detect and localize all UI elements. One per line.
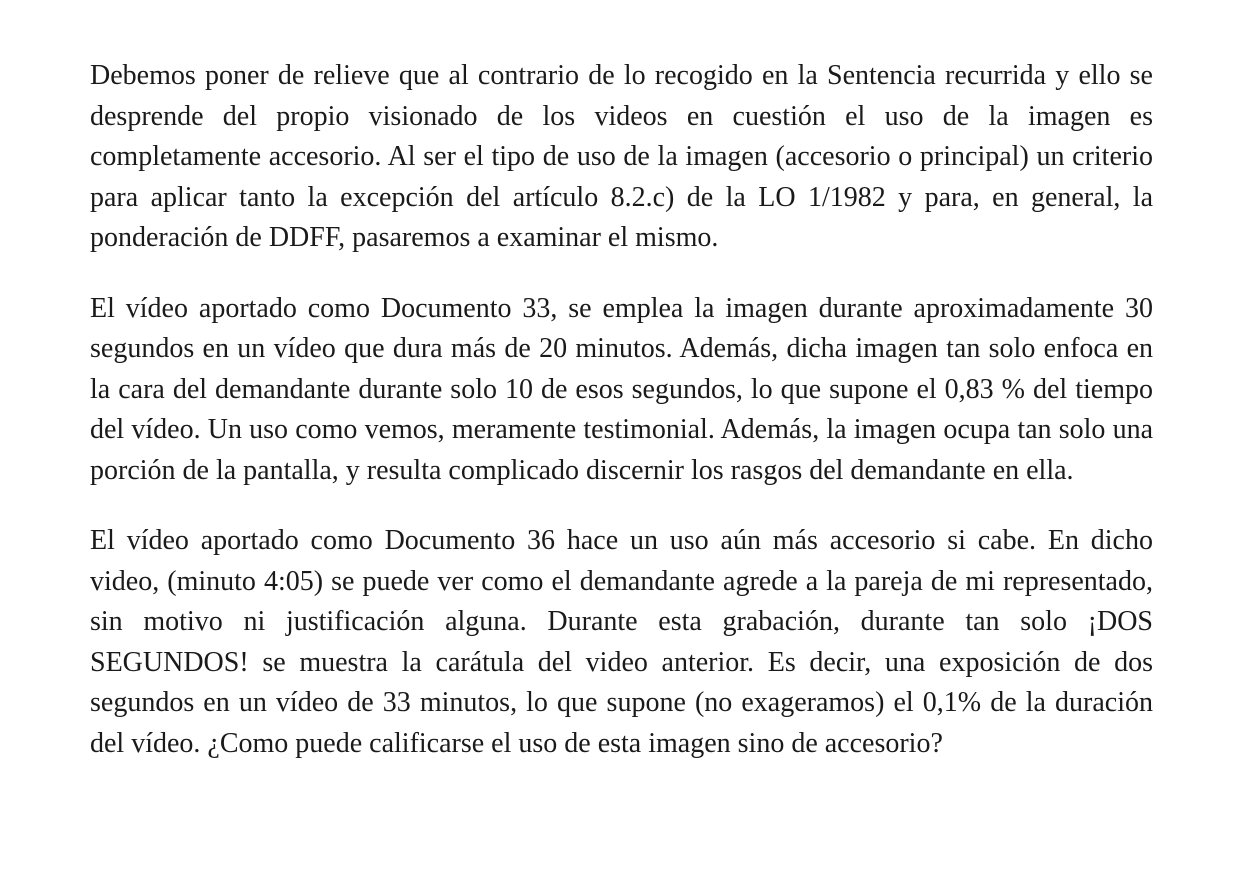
paragraph-1: Debemos poner de relieve que al contrario de lo recogido en la Sentencia recurrida y ello se desprende del propio visionado de los videos en cuestión el uso de la imagen es completamente accesorio. Al ser el tipo de uso de la imagen (accesorio o principal) un criterio para aplicar tanto la excepción del artículo 8.2.c) de la LO 1/1982 y para, en general, la ponderación de DDFF, pasaremos a examinar el mismo. xyxy=(90,60,1153,253)
paragraph-2: El vídeo aportado como Documento 33, se emplea la imagen durante aproximadamente 30 segundos en un vídeo que dura más de 20 minutos. Además, dicha imagen tan solo enfoca en la cara del demandante durante solo 10 de esos segundos, lo que supone el 0,83 % del tiempo del vídeo. Un uso como vemos, meramente testimonial. Además, la imagen ocupa tan solo una porción de la pantalla, y resulta complicado discernir los rasgos del demandante en ella. xyxy=(90,292,1153,486)
document-page xyxy=(90,56,1153,783)
paragraph-3: El vídeo aportado como Documento 36 hace un uso aún más accesorio si cabe. En dicho video, (minuto 4:05) se puede ver como el demandante agrede a la pareja de mi representado, sin motivo ni justificación alguna. Durante esta grabación, durante tan solo ¡DOS SEGUNDOS! se muestra la carátula del video anterior. Es decir, una exposición de dos segundos en un vídeo de 33 minutos, lo que supone (no exageramos) el 0,1% de la duración del vídeo. ¿Como puede calificarse el uso de esta imagen sino de accesorio? xyxy=(90,525,1153,759)
